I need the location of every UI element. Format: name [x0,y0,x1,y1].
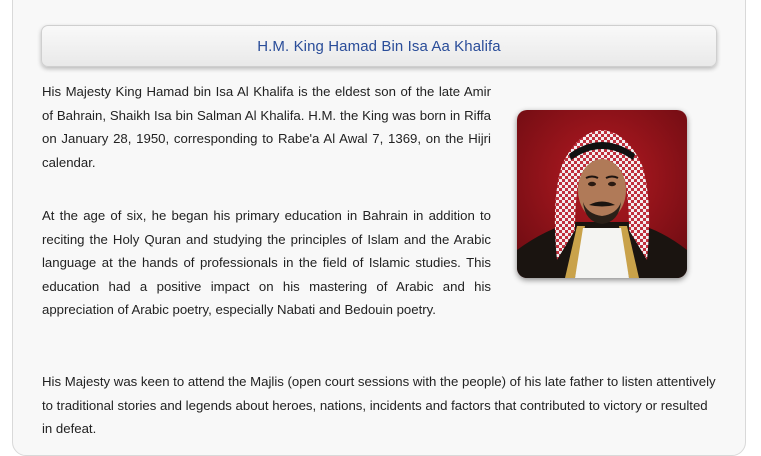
title-bar [41,25,717,67]
biography-paragraph-3: His Majesty was keen to attend the Majlis (open court sessions with the people) of his late father to listen attentively to traditional stories and legends about heroes, nations, incidents and factors that contributed to victory or resulted in defeat. [42,374,716,436]
biography-paragraph-2: At the age of six, he began his primary education in Bahrain in addition to reciting the Holy Quran and studying the principles of Islam and the Arabic language at the hands of professionals in the field of Islamic studies. This education had a positive impact on his mastering of Arabic and his appreciation of Arabic poetry, especially Nabati and Bedouin poetry. [42,208,491,317]
king-portrait [517,110,687,278]
biography-paragraph-1: His Majesty King Hamad bin Isa Al Khalifa is the eldest son of the late Amir of Bahrain, Shaikh Isa bin Salman Al Khalifa. H.M. the King was born in Riffa on January 28, 1950, corresponding to Rabe'a Al Awal 7, 1369, on the Hijri calendar. [42,84,491,170]
page-title: H.M. King Hamad Bin Isa Aa Khalifa [257,37,501,55]
